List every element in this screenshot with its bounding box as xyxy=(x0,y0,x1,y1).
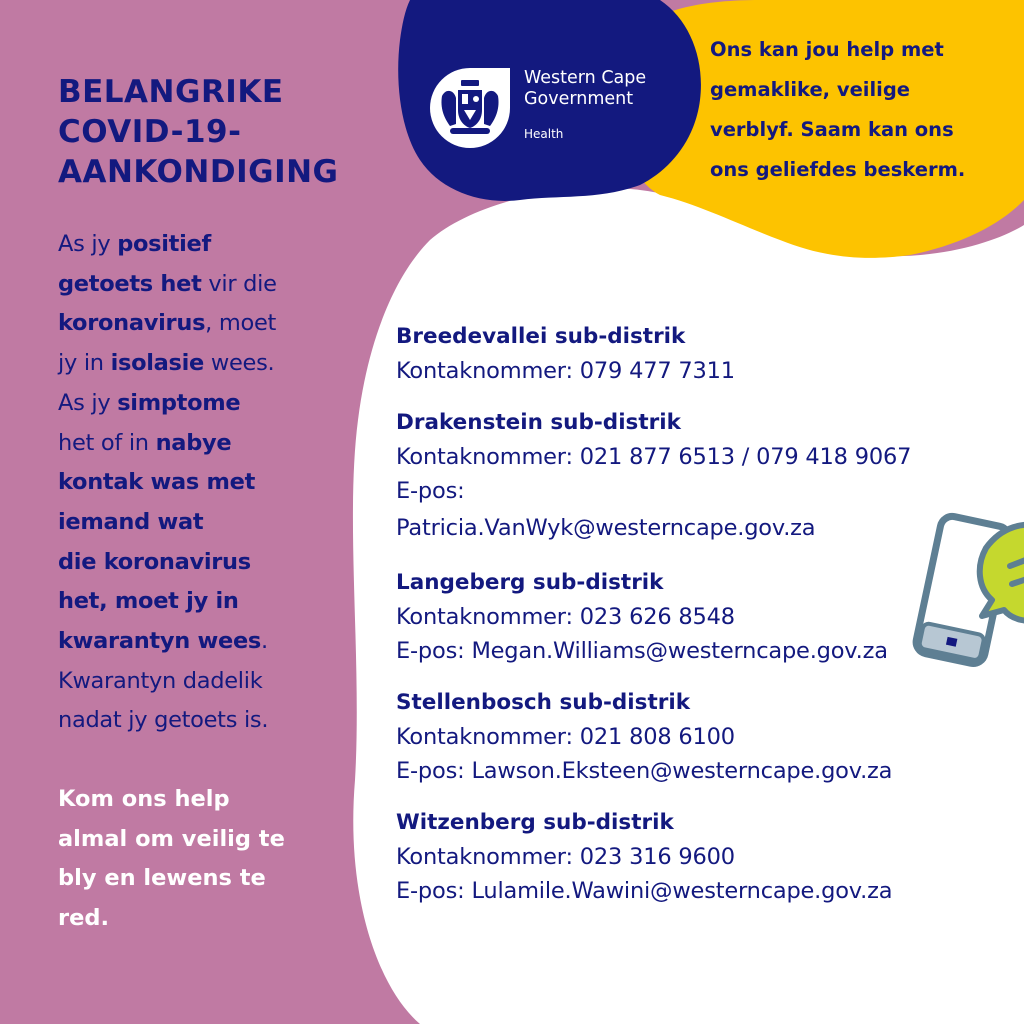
emphasis-text: koronavirus xyxy=(58,310,206,337)
closing-line: Kom ons help xyxy=(58,786,230,812)
district-name: Witzenberg sub-distrik xyxy=(396,810,674,835)
district-email[interactable]: E-pos: Lulamile.Wawini@westerncape.gov.za xyxy=(396,878,893,904)
body-line xyxy=(58,424,348,464)
district-phone: Kontaknommer: 023 626 8548 xyxy=(396,604,735,630)
title-line: AANKONDIGING xyxy=(58,154,339,190)
brand-name-line: Western Cape xyxy=(524,68,647,88)
body-line xyxy=(58,503,348,543)
district-email[interactable]: E-pos: Lawson.Eksteen@westerncape.gov.za xyxy=(396,758,893,784)
closing-line: red. xyxy=(58,904,110,931)
tagline xyxy=(710,30,1010,190)
district-stellenbosch xyxy=(396,686,1016,788)
tagline-line: ons geliefdes beskerm. xyxy=(710,158,966,181)
emphasis-text: nabye xyxy=(155,429,232,456)
body-line xyxy=(58,662,348,702)
emphasis-text: die koronavirus xyxy=(58,548,251,575)
district-witzenberg xyxy=(396,806,1016,908)
district-phone: Kontaknommer: 023 316 9600 xyxy=(396,844,735,870)
closing-line: almal om veilig te xyxy=(58,825,285,852)
body-line xyxy=(58,304,348,344)
body-line xyxy=(58,225,348,265)
closing-message xyxy=(58,780,285,938)
announcement-body xyxy=(58,225,348,741)
body-line xyxy=(58,622,348,662)
district-phone: Kontaknommer: 021 877 6513 / 079 418 9067 xyxy=(396,444,912,470)
phone-chat-icon xyxy=(912,508,1024,678)
body-text: vir die xyxy=(201,270,277,297)
body-line xyxy=(58,384,348,424)
tagline-line: gemaklike, veilige xyxy=(710,78,911,101)
district-phone: Kontaknommer: 079 477 7311 xyxy=(396,358,735,384)
brand-name xyxy=(524,68,646,110)
tagline-line: Ons kan jou help met xyxy=(710,38,944,61)
body-text: jy in xyxy=(58,350,111,377)
closing-line: bly en lewens te xyxy=(58,865,266,891)
district-email-label: E-pos: xyxy=(396,478,465,504)
brand-department: Health xyxy=(524,127,564,141)
emphasis-text: simptome xyxy=(117,389,241,416)
title-line: COVID-19- xyxy=(58,114,242,150)
body-line xyxy=(58,265,348,305)
body-line xyxy=(58,543,348,583)
body-line xyxy=(58,463,348,503)
district-phone: Kontaknommer: 021 808 6100 xyxy=(396,724,735,750)
emphasis-text: positief xyxy=(117,231,211,257)
district-name: Stellenbosch sub-distrik xyxy=(396,690,690,715)
emphasis-text: kwarantyn wees xyxy=(58,628,262,655)
body-text: nadat jy getoets is. xyxy=(58,707,269,734)
body-text: As jy xyxy=(58,231,118,257)
district-name: Drakenstein sub-distrik xyxy=(396,410,681,435)
body-line xyxy=(58,582,348,622)
district-breedevallei xyxy=(396,320,1016,388)
brand-name-line: Government xyxy=(524,89,634,109)
body-text: , moet xyxy=(205,310,277,337)
body-text: wees. xyxy=(204,350,275,377)
tagline-line: verblyf. Saam kan ons xyxy=(710,118,954,141)
coat-of-arms-icon xyxy=(428,66,512,150)
emphasis-text: kontak was met xyxy=(58,469,256,496)
body-line xyxy=(58,344,348,384)
body-line xyxy=(58,701,348,741)
emphasis-text: iemand wat xyxy=(58,508,204,535)
body-text: het of in xyxy=(58,429,156,456)
brand-logo xyxy=(428,66,688,146)
announcement-title xyxy=(58,72,339,192)
emphasis-text: isolasie xyxy=(110,350,205,377)
district-email[interactable]: Patricia.VanWyk@westerncape.gov.za xyxy=(396,515,816,541)
district-name: Breedevallei sub-distrik xyxy=(396,324,686,349)
body-text: As jy xyxy=(58,389,118,416)
title-line: BELANGRIKE xyxy=(58,74,284,110)
emphasis-text: het, moet jy in xyxy=(58,588,239,615)
district-email[interactable]: E-pos: Megan.Williams@westerncape.gov.za xyxy=(396,638,888,664)
emphasis-text: getoets het xyxy=(58,270,202,297)
body-text: . xyxy=(261,628,268,655)
body-text: Kwarantyn dadelik xyxy=(58,667,263,694)
district-name: Langeberg sub-distrik xyxy=(396,570,664,595)
